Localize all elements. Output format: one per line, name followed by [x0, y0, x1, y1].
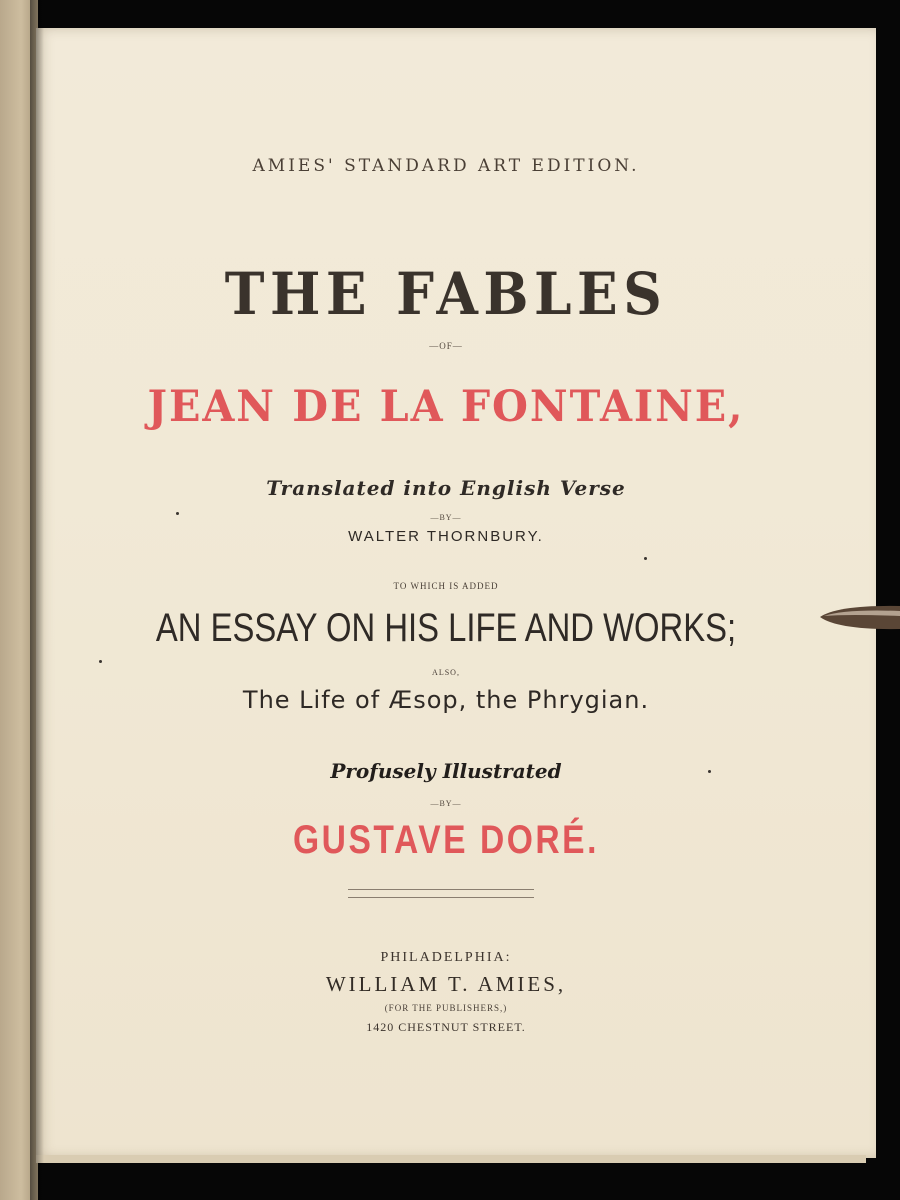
imprint-note: (FOR THE PUBLISHERS,): [384, 1003, 508, 1013]
essay-title: AN ESSAY ON HIS LIFE AND WORKS;: [155, 606, 737, 650]
aesop-title: The Life of Æsop, the Phrygian.: [242, 686, 650, 714]
imprint-city: PHILADELPHIA:: [380, 950, 512, 965]
double-rule-divider: [348, 889, 534, 898]
translator-name: WALTER THORNBURY.: [348, 528, 544, 545]
book-title: THE FABLES: [224, 260, 668, 328]
by-label: —BY—: [430, 513, 462, 522]
paper-speck: [644, 557, 647, 560]
paper-speck: [708, 770, 711, 773]
illustrator-name: GUSTAVE DORÉ.: [293, 818, 599, 862]
also-label: ALSO,: [432, 668, 460, 677]
illustrated-note: Profusely Illustrated: [330, 759, 562, 783]
paper-speck: [176, 512, 179, 515]
paper-speck: [99, 660, 102, 663]
translation-note: Translated into English Verse: [266, 476, 626, 500]
title-page-text: [36, 28, 876, 1158]
author-name: JEAN DE LA FONTAINE,: [147, 382, 745, 432]
imprint-publisher: WILLIAM T. AMIES,: [325, 972, 567, 996]
imprint-address: 1420 CHESTNUT STREET.: [366, 1020, 526, 1034]
series-line: AMIES' STANDARD ART EDITION.: [252, 156, 640, 176]
of-label: —OF—: [429, 341, 463, 351]
by-label-illustrator: —BY—: [430, 799, 462, 808]
added-label: TO WHICH IS ADDED: [393, 581, 499, 591]
